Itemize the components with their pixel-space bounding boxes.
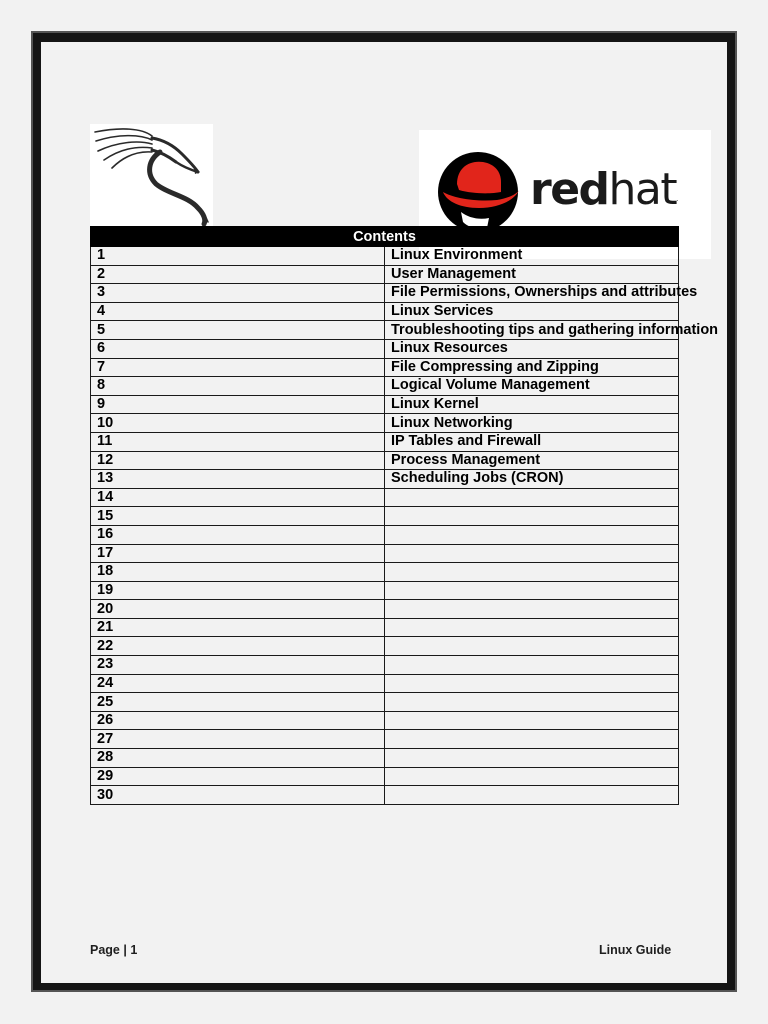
table-row (91, 525, 679, 544)
row-number: 30 (91, 786, 385, 805)
table-row (91, 302, 679, 321)
table-row (91, 693, 679, 712)
row-number: 9 (91, 395, 385, 414)
row-number: 7 (91, 358, 385, 377)
row-title: Linux Networking (385, 414, 679, 433)
table-row (91, 321, 679, 340)
table-row (91, 767, 679, 786)
row-title (385, 600, 679, 619)
row-title (385, 749, 679, 768)
row-title: Scheduling Jobs (CRON) (385, 470, 679, 489)
table-row (91, 581, 679, 600)
row-number: 18 (91, 563, 385, 582)
table-row (91, 488, 679, 507)
table-row (91, 637, 679, 656)
table-row (91, 358, 679, 377)
row-title: File Permissions, Ownerships and attributes (385, 284, 679, 303)
row-number: 21 (91, 618, 385, 637)
table-row (91, 339, 679, 358)
table-row (91, 432, 679, 451)
table-row (91, 674, 679, 693)
row-number: 3 (91, 284, 385, 303)
row-title: Troubleshooting tips and gathering information (385, 321, 679, 340)
row-title: Linux Services (385, 302, 679, 321)
kali-logo (90, 124, 213, 226)
kali-dragon-icon (90, 124, 213, 226)
row-number: 16 (91, 525, 385, 544)
redhat-word-bold: red (530, 164, 609, 215)
row-title (385, 507, 679, 526)
table-row (91, 600, 679, 619)
contents-header: Contents (91, 227, 679, 247)
row-number: 29 (91, 767, 385, 786)
table-row (91, 544, 679, 563)
row-number: 17 (91, 544, 385, 563)
table-row (91, 749, 679, 768)
redhat-wordmark (530, 164, 679, 215)
row-number: 8 (91, 377, 385, 396)
row-title (385, 525, 679, 544)
table-row (91, 730, 679, 749)
table-row (91, 265, 679, 284)
table-row (91, 414, 679, 433)
row-number: 4 (91, 302, 385, 321)
row-number: 6 (91, 339, 385, 358)
contents-body (91, 247, 719, 805)
row-title (385, 674, 679, 693)
row-title: File Compressing and Zipping (385, 358, 679, 377)
row-title (385, 637, 679, 656)
row-title (385, 656, 679, 675)
row-title (385, 581, 679, 600)
row-title: IP Tables and Firewall (385, 432, 679, 451)
row-number: 10 (91, 414, 385, 433)
row-title: User Management (385, 265, 679, 284)
row-title (385, 544, 679, 563)
row-number: 5 (91, 321, 385, 340)
row-number: 19 (91, 581, 385, 600)
row-number: 27 (91, 730, 385, 749)
table-row (91, 377, 679, 396)
row-title (385, 488, 679, 507)
row-title (385, 730, 679, 749)
table-row (91, 618, 679, 637)
row-number: 2 (91, 265, 385, 284)
table-row (91, 786, 679, 805)
row-number: 1 (91, 247, 385, 266)
redhat-word-mark: . (676, 195, 679, 203)
row-number: 24 (91, 674, 385, 693)
contents-table (90, 226, 719, 805)
row-title: Logical Volume Management (385, 377, 679, 396)
redhat-word-thin: hat (608, 164, 677, 215)
row-number: 28 (91, 749, 385, 768)
row-title (385, 693, 679, 712)
row-title (385, 767, 679, 786)
table-row (91, 563, 679, 582)
row-title (385, 786, 679, 805)
page-number: Page | 1 (90, 943, 138, 957)
row-title: Linux Resources (385, 339, 679, 358)
row-title: Process Management (385, 451, 679, 470)
table-row (91, 395, 679, 414)
table-row (91, 451, 679, 470)
table-row (91, 470, 679, 489)
row-number: 26 (91, 711, 385, 730)
row-title: Linux Environment (385, 247, 679, 266)
table-row (91, 284, 679, 303)
row-number: 25 (91, 693, 385, 712)
table-row (91, 247, 679, 266)
row-number: 13 (91, 470, 385, 489)
row-number: 15 (91, 507, 385, 526)
table-row (91, 656, 679, 675)
row-number: 11 (91, 432, 385, 451)
row-title (385, 563, 679, 582)
row-number: 14 (91, 488, 385, 507)
row-number: 22 (91, 637, 385, 656)
row-number: 12 (91, 451, 385, 470)
row-number: 20 (91, 600, 385, 619)
table-row (91, 711, 679, 730)
row-number: 23 (91, 656, 385, 675)
table-row (91, 507, 679, 526)
contents-header-row (91, 227, 679, 247)
row-title (385, 618, 679, 637)
row-title: Linux Kernel (385, 395, 679, 414)
document-title-footer: Linux Guide (599, 943, 672, 957)
row-title (385, 711, 679, 730)
